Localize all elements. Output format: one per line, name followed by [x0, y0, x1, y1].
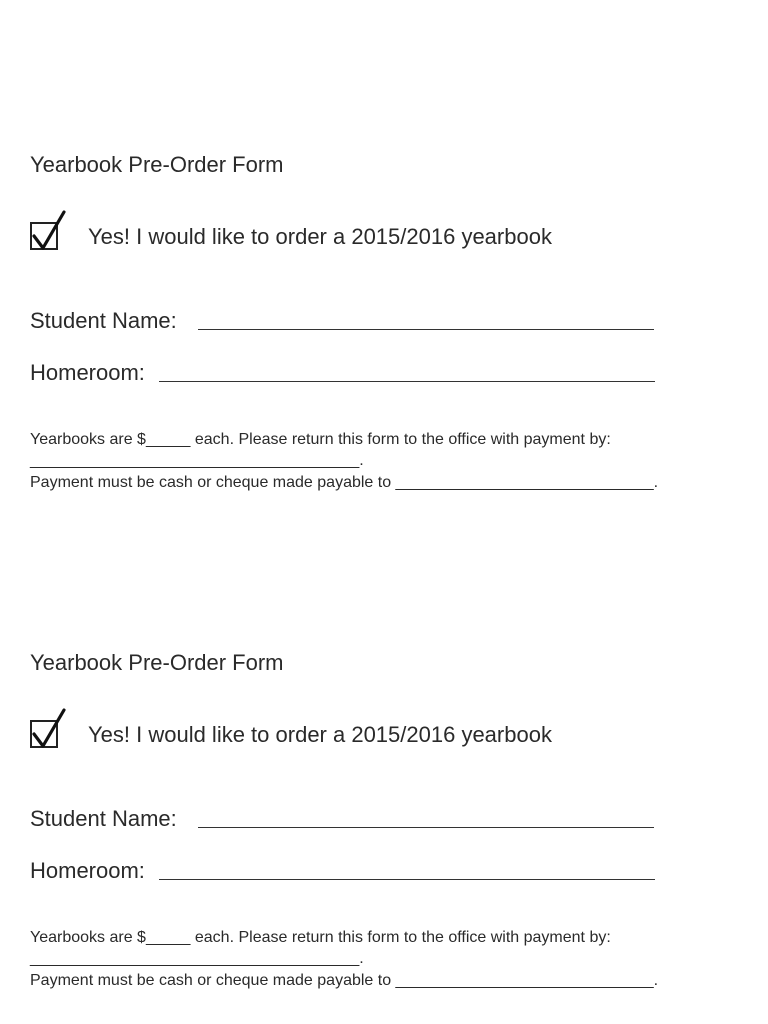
- yearbook-order-form: [30, 646, 750, 1006]
- payment-method-text: Payment must be cash or cheque made payable to _____________________________.: [30, 972, 659, 989]
- homeroom-field[interactable]: [159, 381, 655, 382]
- price-instructions: Yearbooks are $_____ each. Please return this form to the office with payment by:: [30, 431, 611, 448]
- homeroom-field[interactable]: [159, 879, 655, 880]
- form-title: Yearbook Pre-Order Form: [30, 650, 284, 675]
- checkmark-icon: [30, 208, 68, 252]
- payment-method-text: Payment must be cash or cheque made payable to _____________________________.: [30, 474, 659, 491]
- order-confirmation-text: Yes! I would like to order a 2015/2016 yearbook: [88, 224, 552, 249]
- homeroom-label: Homeroom:: [30, 858, 145, 883]
- order-confirmation-text: Yes! I would like to order a 2015/2016 yearbook: [88, 722, 552, 747]
- yearbook-order-form: [30, 148, 750, 508]
- payment-date-blank: _____________________________________.: [30, 452, 364, 469]
- student-name-label: Student Name:: [30, 806, 177, 831]
- student-name-field[interactable]: [198, 827, 654, 828]
- payment-date-blank: _____________________________________.: [30, 950, 364, 967]
- student-name-label: Student Name:: [30, 308, 177, 333]
- homeroom-label: Homeroom:: [30, 360, 145, 385]
- student-name-field[interactable]: [198, 329, 654, 330]
- price-instructions: Yearbooks are $_____ each. Please return this form to the office with payment by:: [30, 929, 611, 946]
- form-title: Yearbook Pre-Order Form: [30, 152, 284, 177]
- checkmark-icon: [30, 706, 68, 750]
